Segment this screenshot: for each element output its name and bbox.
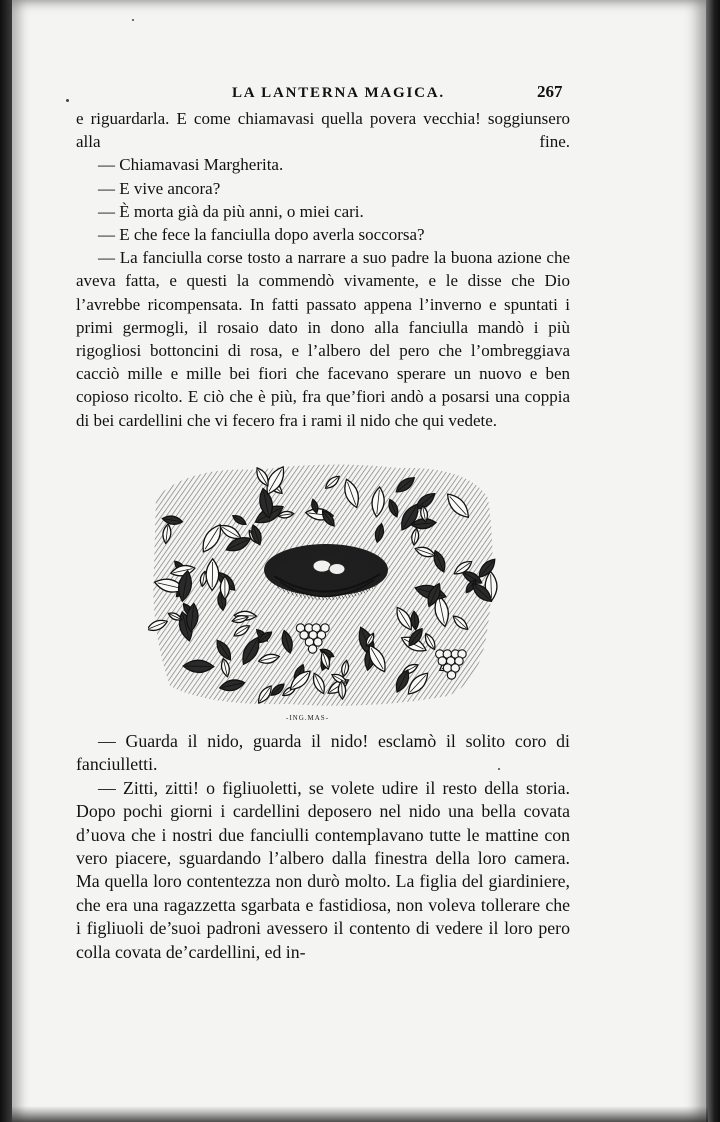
running-title: LA LANTERNA MAGICA. <box>232 85 445 101</box>
bird-nest-engraving <box>148 458 500 726</box>
page-bottom-shadow <box>12 1106 708 1122</box>
paragraph: — E che fece la fanciulla dopo averla soccorsa? <box>98 225 425 245</box>
paragraph: — La fanciulla corse tosto a narrare a suo padre la buona azione che aveva fatta, e questi la commendò vivamente, e le disse che Dio l’avrebbe ricompensata. In fatti passato appena l’inverno e spuntati i primi germogli, il rosaio dato in dono alla fanciulla mandò i più rigogliosi bottoncini di rosa, e l’albero del pero che l’ombreggiava cacciò mille e mille bei fiori che facevano sperare un nuovo e ben copioso ricolto. E ciò che è più, fra que’fiori andò a posarsi una coppia di bei cardellini che vi fecero fra i rami il nido che qui vedete. <box>76 248 570 430</box>
egg <box>329 564 345 575</box>
paragraph: — Guarda il nido, guarda il nido! esclamò il solito coro di fanciulletti. <box>76 731 570 775</box>
engraving-nest-illustration <box>148 458 500 726</box>
print-speck <box>498 768 500 770</box>
paragraph: — Zitti, zitti! o figliuoletti, se volete udire il resto della storia. Dopo pochi giorni i cardellini deposero nel nido una bella covata d’uova che i nostri due fanciulli contemplavano tutte le mattine con vero piacere, sguardando l’albero dalla finestra della loro camera. Ma quella loro contentezza non durò molto. La figlia del giardiniere, che era una ragazzetta sgarbata e fastidiosa, non voleva tollerare che i figliuoli de’suoi padroni avessero il contento di vedere il loro pero colla covata de’cardellini, ed in- <box>76 777 570 962</box>
paragraph: — È morta già da più anni, o miei cari. <box>98 201 364 221</box>
engraver-signature: -ING.MAS- <box>286 714 330 722</box>
grape <box>308 645 316 653</box>
paragraph: e riguardarla. E come chiamavasi quella povera vecchia! soggiunsero alla fine. <box>76 109 570 152</box>
page-number: 267 <box>537 82 563 101</box>
egg <box>313 560 331 572</box>
page-header <box>0 82 720 106</box>
book-gutter-shadow <box>0 0 12 1122</box>
paragraph: — Chiamavasi Margherita. <box>98 155 284 175</box>
text-block-bottom <box>76 730 570 964</box>
paragraph: — E vive ancora? <box>98 178 221 198</box>
grape <box>447 671 455 679</box>
print-speck <box>66 99 69 102</box>
page-edge-shadow <box>706 0 720 1122</box>
print-speck <box>132 19 134 21</box>
text-block-top <box>76 107 570 432</box>
